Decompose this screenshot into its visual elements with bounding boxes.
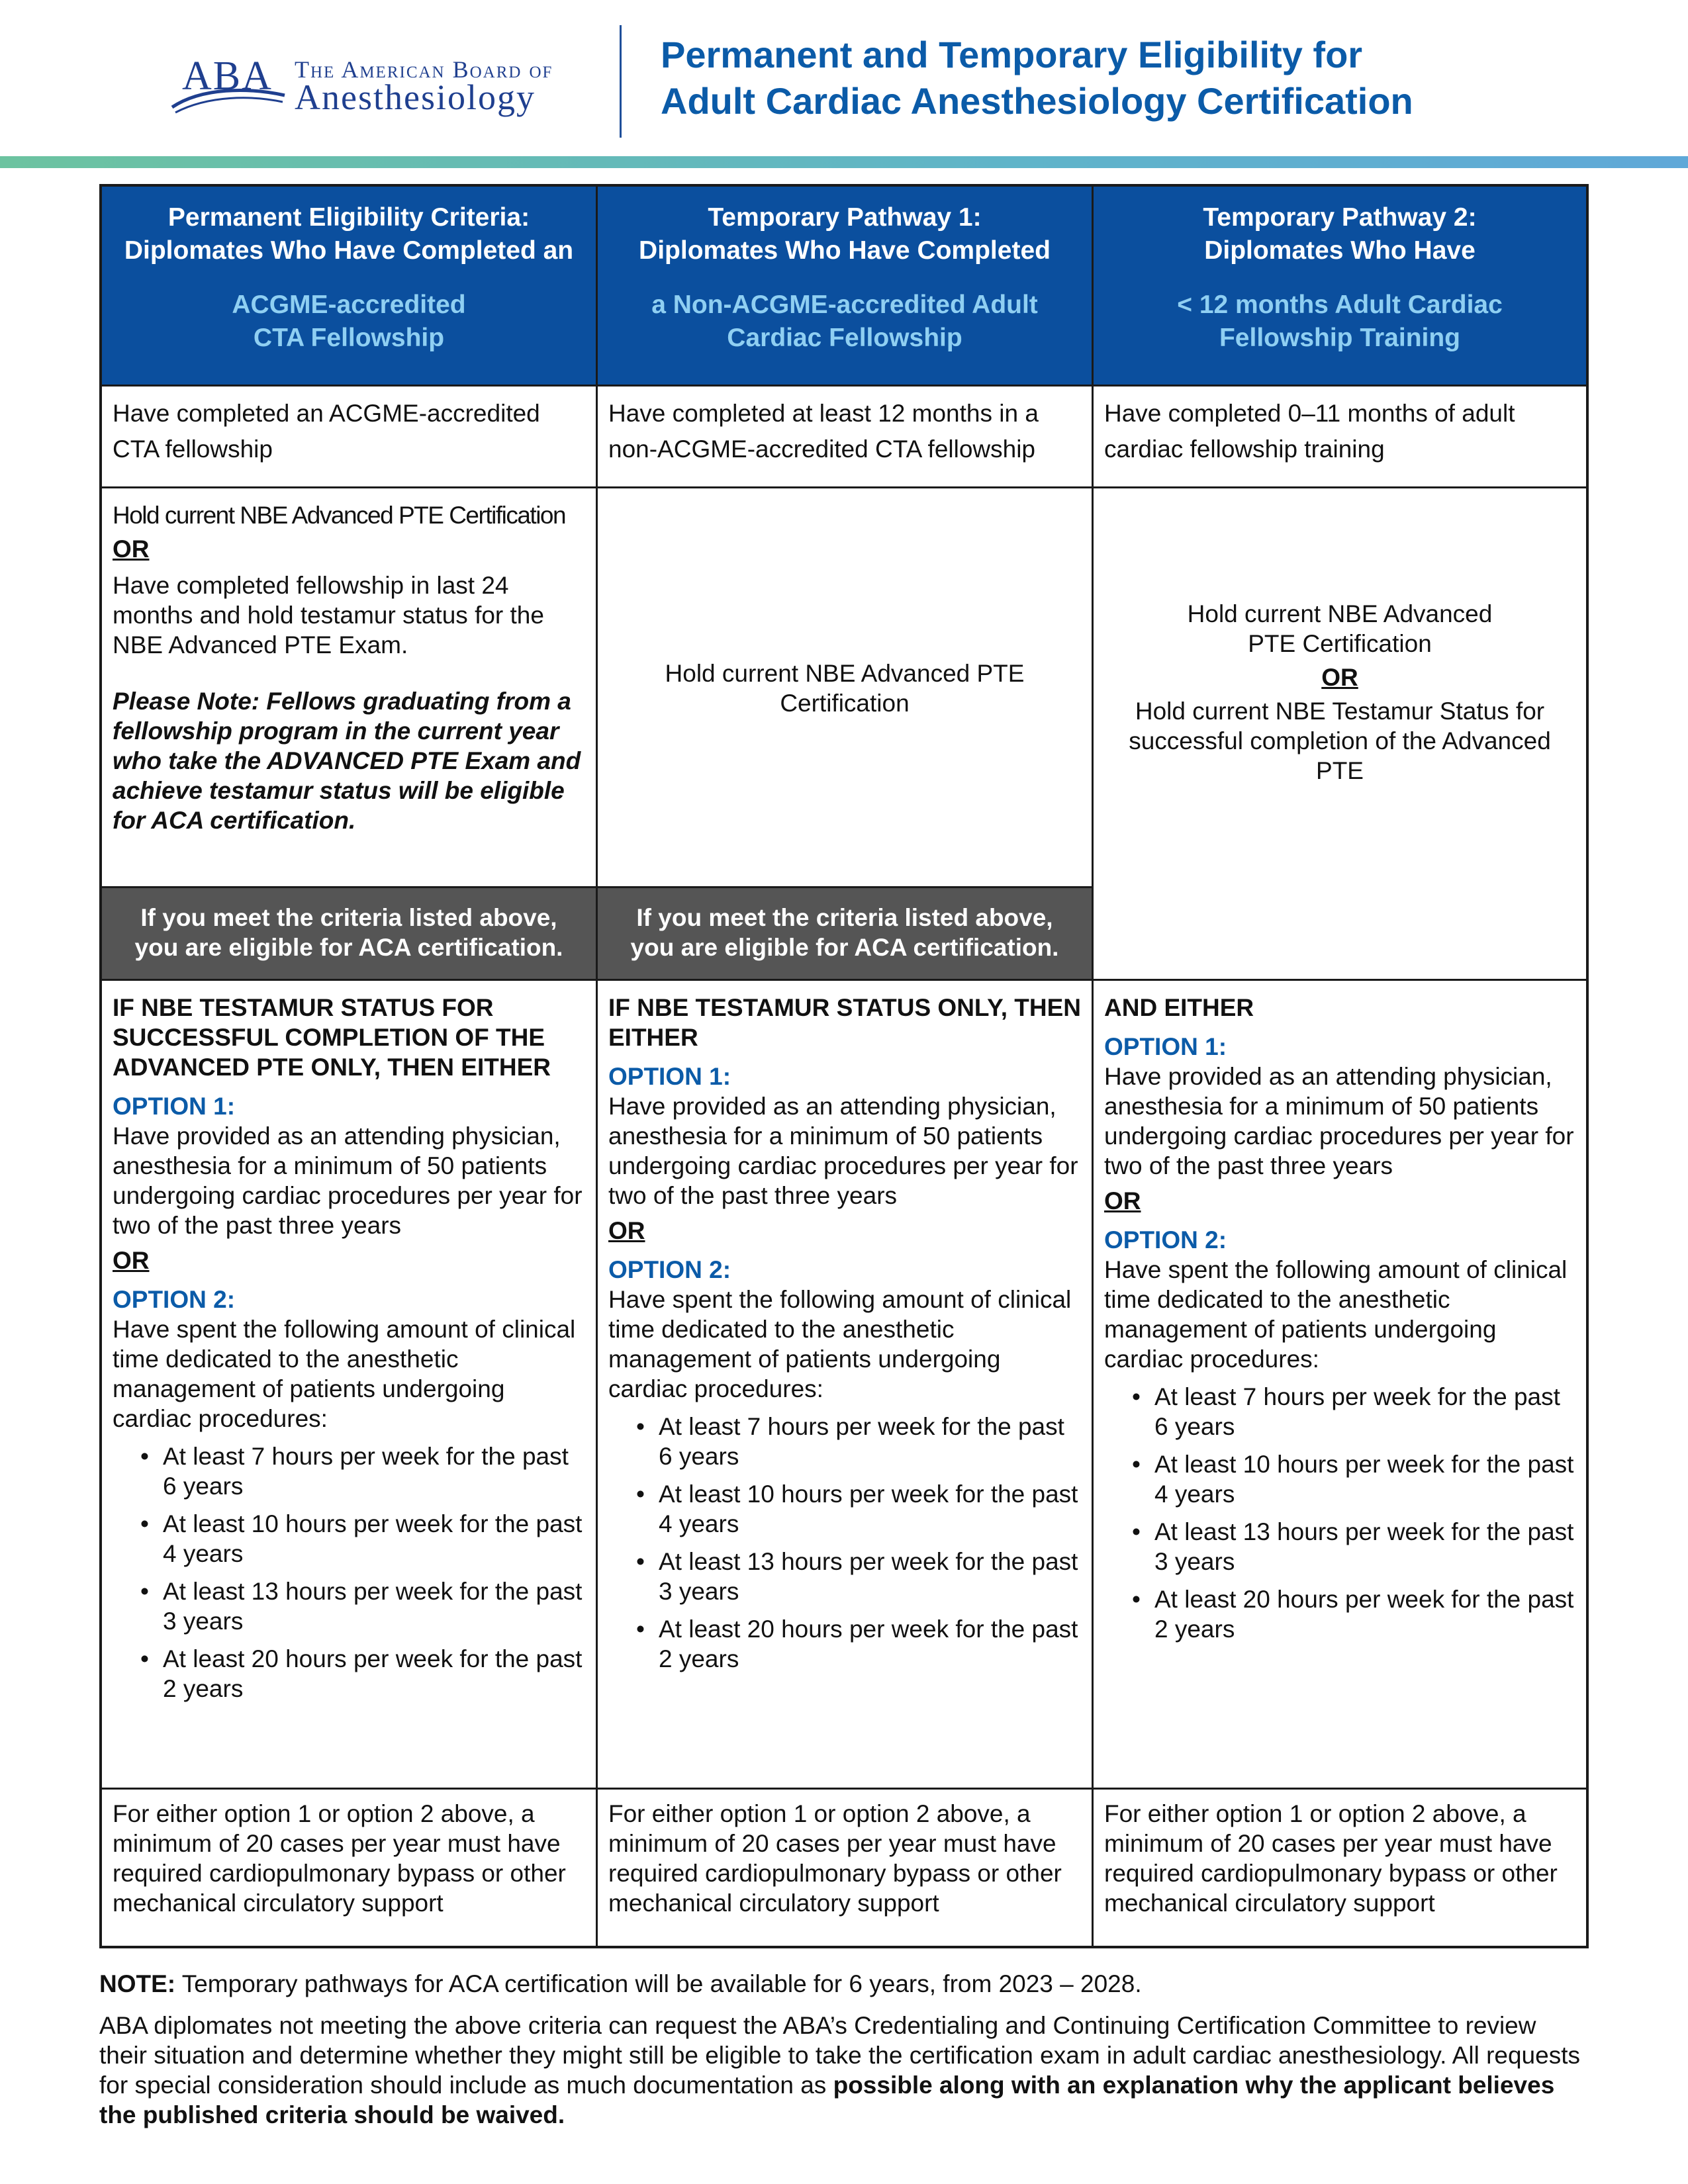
banner-line: you are eligible for ACA certification. [134, 934, 563, 961]
list-item: • At least 20 hours per week for the past 2 years [608, 1614, 1081, 1674]
header-sub [1104, 289, 1575, 355]
header-sub [113, 289, 585, 355]
banner-line: If you meet the criteria listed above, [140, 904, 557, 931]
footer-notes [99, 1969, 1589, 2142]
logo-line2: Anesthesiology [295, 77, 536, 117]
or-label: OR [1321, 663, 1358, 691]
pte-cell [102, 488, 598, 981]
bypass-cell: For either option 1 or option 2 above, a minimum of 20 cases per year must have required cardiopulmonary bypass or other mechanical circulatory support [102, 1790, 598, 1946]
page-header [0, 0, 1688, 159]
or-label: OR [113, 1247, 150, 1274]
note-label: NOTE: [99, 1970, 176, 1997]
option1-text: Have provided as an attending physician, anesthesia for a minimum of 50 patients undergoing cardiac procedures per year for two of the past three years [1104, 1063, 1574, 1179]
aba-logo [169, 53, 592, 126]
banner-line: you are eligible for ACA certification. [630, 934, 1059, 961]
list-item: • At least 10 hours per week for the past 4 years [113, 1509, 585, 1569]
requirement-row [102, 387, 1586, 488]
requirement-cell: Have completed at least 12 months in a non-ACGME-accredited CTA fellowship [598, 387, 1094, 488]
requirement-cell: Have completed 0–11 months of adult cardiac fellowship training [1094, 387, 1586, 488]
header-sub [608, 289, 1081, 355]
pte-cell [598, 488, 1094, 981]
bypass-cell: For either option 1 or option 2 above, a minimum of 20 cases per year must have required cardiopulmonary bypass or other mechanical circulatory support [1104, 1800, 1558, 1917]
pte-note: Please Note: Fellows graduating from a fellowship program in the current year who take the ADVANCED PTE Exam and achieve testamur status will be eligible for ACA certification. [113, 688, 581, 834]
consideration-bold-text: possible along with an explanation why the applicant believes the published criteria should be waived. [99, 2071, 1555, 2128]
table-header-row [102, 187, 1586, 387]
pte-text: Hold current NBE Testamur Status for successful completion of the Advanced PTE [1129, 697, 1551, 784]
option1-label: OPTION 1: [608, 1063, 731, 1090]
hours-list [113, 1441, 585, 1704]
option2-text: Have spent the following amount of clinical time dedicated to the anesthetic management of patients undergoing cardiac procedures: [1104, 1256, 1568, 1373]
option1-label: OPTION 1: [113, 1093, 236, 1120]
logo-abbr: ABA [182, 54, 273, 99]
options-cell [598, 981, 1094, 1790]
pte-text: Hold current NBE Advanced PTE Certification [1187, 600, 1493, 657]
eligible-banner [102, 886, 596, 979]
header-line: Temporary Pathway 1: [708, 203, 982, 232]
header-sub-line: CTA Fellowship [253, 324, 445, 352]
header-line: Permanent Eligibility Criteria: [167, 203, 530, 232]
list-item: • At least 10 hours per week for the past 4 years [608, 1479, 1081, 1539]
header-sub-line: a Non-ACGME-accredited Adult [651, 291, 1038, 319]
option2-label: OPTION 2: [608, 1256, 731, 1283]
bypass-row [102, 1790, 1586, 1946]
list-item: • At least 13 hours per week for the past 3 years [1104, 1517, 1575, 1576]
header-stripe [0, 156, 1688, 168]
pte-content [102, 488, 596, 847]
requirement-cell: Have completed an ACGME-accredited CTA fellowship [102, 387, 598, 488]
note-text: Temporary pathways for ACA certification will be available for 6 years, from 2023 – 2028. [175, 1970, 1142, 1997]
header-sub-line: < 12 months Adult Cardiac [1177, 291, 1503, 319]
pte-text: Have completed fellowship in last 24 months and hold testamur status for the NBE Advanced PTE Exam. [113, 572, 544, 659]
bypass-cell: For either option 1 or option 2 above, a minimum of 20 cases per year must have required cardiopulmonary bypass or other mechanical circulatory support [598, 1790, 1094, 1946]
pte-content [598, 488, 1092, 888]
or-label: OR [113, 535, 150, 563]
list-item: • At least 7 hours per week for the past 6 years [1104, 1382, 1575, 1441]
pte-text: Hold current NBE Advanced PTE Certification [665, 660, 1025, 717]
eligible-banner [598, 886, 1092, 979]
pte-row [102, 488, 1586, 981]
list-item: • At least 13 hours per week for the past 3 years [608, 1547, 1081, 1606]
options-cell [102, 981, 598, 1790]
header-line: Diplomates Who Have Completed [639, 236, 1051, 265]
consideration-paragraph [99, 2011, 1589, 2130]
options-cell [1094, 981, 1586, 1790]
option2-label: OPTION 2: [113, 1286, 236, 1313]
pte-text: Hold current NBE Advanced PTE Certification [113, 502, 566, 529]
option1-label: OPTION 1: [1104, 1033, 1227, 1060]
condition-heading: IF NBE TESTAMUR STATUS FOR SUCCESSFUL COMPLETION OF THE ADVANCED PTE ONLY, THEN EITHER [113, 994, 551, 1081]
title-line1: Permanent and Temporary Eligibility for [661, 34, 1363, 75]
logo-line1: The American Board of [295, 56, 553, 83]
header-sub-line: ACGME-accredited [232, 291, 466, 319]
column-header-permanent [102, 187, 598, 387]
condition-heading: AND EITHER [1104, 994, 1254, 1021]
consideration-text: ABA diplomates not meeting the above criteria can request the ABA’s Credentialing and Continuing Certification Committee to review their situation and determine whether they might still be eligible to take the certification exam in adult cardiac anesthesiology. All requests for special consideration should include as much documentation as [99, 2012, 1580, 2099]
column-header-pathway-1 [598, 187, 1094, 387]
column-header-pathway-2 [1094, 187, 1586, 387]
condition-heading: IF NBE TESTAMUR STATUS ONLY, THEN EITHER [608, 994, 1081, 1051]
title-line2: Adult Cardiac Anesthesiology Certification [661, 80, 1413, 122]
list-item: • At least 13 hours per week for the past 3 years [113, 1576, 585, 1636]
hours-list [608, 1412, 1081, 1674]
header-sub-line: Fellowship Training [1219, 324, 1461, 352]
option2-text: Have spent the following amount of clinical time dedicated to the anesthetic management of patients undergoing cardiac procedures: [608, 1286, 1072, 1402]
header-line: Temporary Pathway 2: [1203, 203, 1477, 232]
page-title [661, 32, 1413, 124]
option1-text: Have provided as an attending physician, anesthesia for a minimum of 50 patients undergoing cardiac procedures per year for two of the past three years [113, 1122, 583, 1239]
banner-line: If you meet the criteria listed above, [636, 904, 1053, 931]
list-item: • At least 7 hours per week for the past 6 years [608, 1412, 1081, 1471]
option2-label: OPTION 2: [1104, 1226, 1227, 1253]
hours-list [1104, 1382, 1575, 1644]
list-item: • At least 20 hours per week for the past 2 years [113, 1644, 585, 1704]
note-paragraph [99, 1969, 1589, 1999]
or-label: OR [1104, 1187, 1141, 1214]
option2-text: Have spent the following amount of clinical time dedicated to the anesthetic management of patients undergoing cardiac procedures: [113, 1316, 576, 1432]
header-sub-line: Cardiac Fellowship [727, 324, 962, 352]
pte-cell [1094, 488, 1586, 981]
header-divider [620, 25, 622, 138]
option1-text: Have provided as an attending physician, anesthesia for a minimum of 50 patients undergoing cardiac procedures per year for two of the past three years [608, 1093, 1078, 1209]
eligibility-table [99, 184, 1589, 1948]
header-line: Diplomates Who Have [1204, 236, 1476, 265]
header-line: Diplomates Who Have Completed an [124, 236, 574, 265]
list-item: • At least 20 hours per week for the past 2 years [1104, 1584, 1575, 1644]
or-label: OR [608, 1217, 645, 1244]
list-item: • At least 7 hours per week for the past 6 years [113, 1441, 585, 1501]
list-item: • At least 10 hours per week for the past 4 years [1104, 1449, 1575, 1509]
options-row [102, 981, 1586, 1790]
